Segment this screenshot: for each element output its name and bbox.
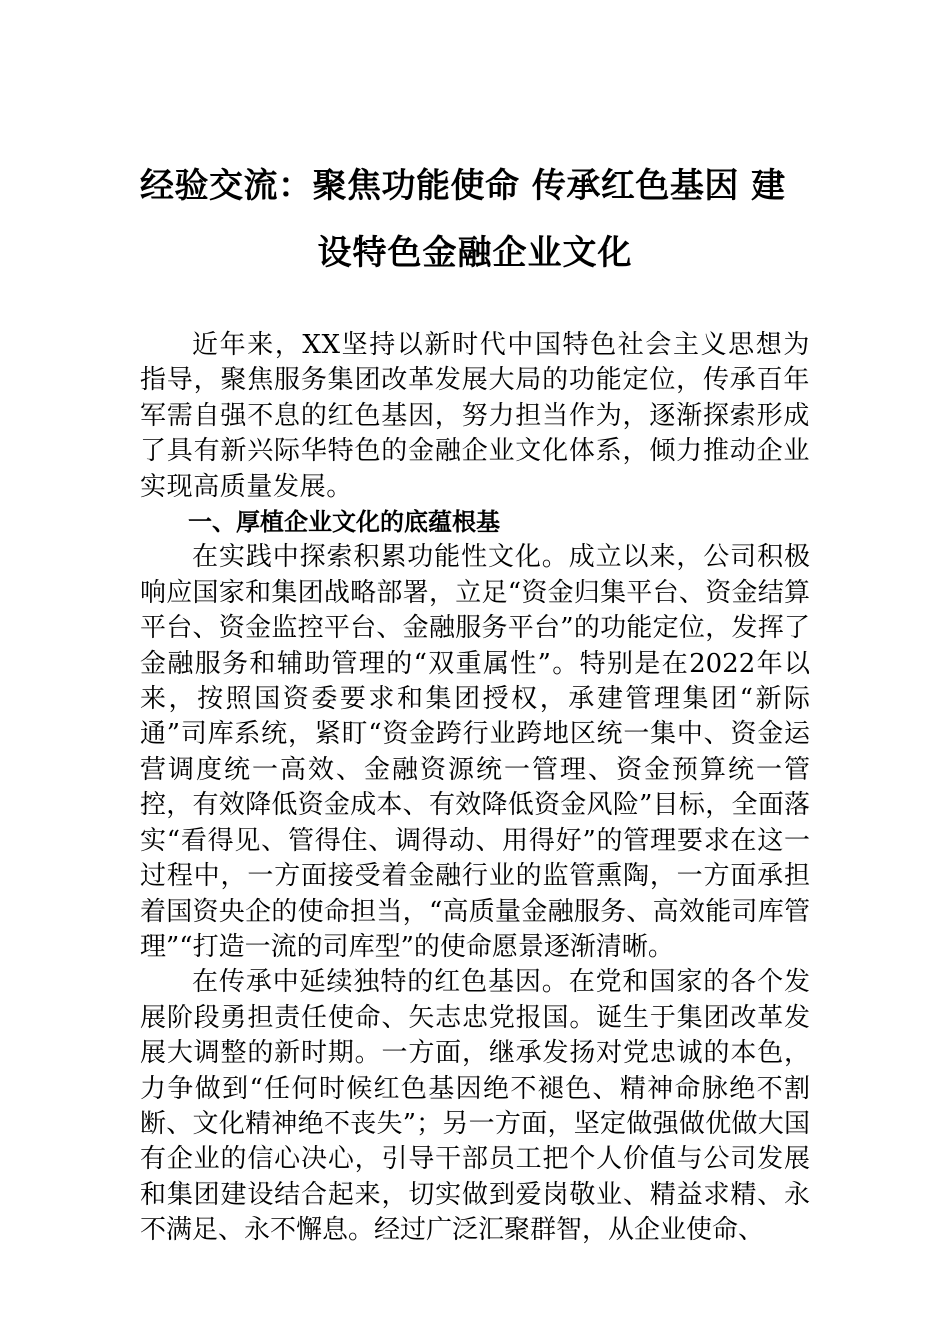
document-title-line-2: 设特色金融企业文化	[317, 233, 633, 273]
document-body	[140, 328, 810, 1249]
body-paragraph: 在传承中延续独特的红色基因。在党和国家的各个发展阶段勇担责任使命、矢志忠党报国。诞生于集团改革发展大调整的新时期。一方面，继承发扬对党忠诚的本色，力争做到“任何时候红色基因绝不褪色、精神命脉绝不割断、文化精神绝不丧失”；另一方面，坚定做强做优做大国有企业的信心决心，引导干部员工把个人价值与公司发展和集团建设结合起来，切实做到爱岗敬业、精益求精、永不满足、永不懈息。经过广泛汇聚群智，从企业使命、	[140, 967, 810, 1246]
intro-paragraph: 近年来，XX坚持以新时代中国特色社会主义思想为指导，聚焦服务集团改革发展大局的功能定位，传承百年军需自强不息的红色基因，努力担当作为，逐渐探索形成了具有新兴际华特色的金融企业文化体系，倾力推动企业实现高质量发展。	[140, 330, 810, 502]
section-heading: 一、厚植企业文化的底蕴根基	[188, 508, 500, 537]
body-paragraph: 在实践中探索积累功能性文化。成立以来，公司积极响应国家和集团战略部署，立足“资金归集平台、资金结算平台、资金监控平台、金融服务平台”的功能定位，发挥了金融服务和辅助管理的“双重属性”。特别是在2022年以来，按照国资委要求和集团授权，承建管理集团“新际通”司库系统，紧盯“资金跨行业跨地区统一集中、资金运营调度统一高效、金融资源统一管理、资金预算统一管控，有效降低资金成本、有效降低资金风险”目标，全面落实“看得见、管得住、调得动、用得好”的管理要求在这一过程中，一方面接受着金融行业的监管熏陶，一方面承担着国资央企的使命担当，“高质量金融服务、高效能司库管理”“打造一流的司库型”的使命愿景逐渐清晰。	[140, 542, 810, 962]
document-title-line-1: 经验交流：聚焦功能使命 传承红色基因 建	[140, 166, 786, 206]
